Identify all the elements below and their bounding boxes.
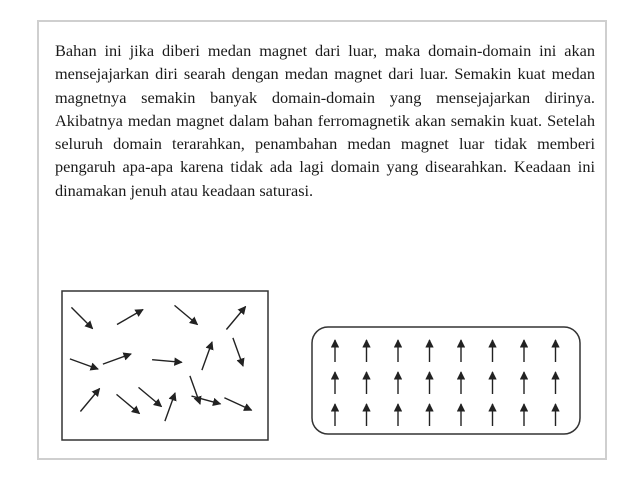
random-domain-arrow [139,387,162,406]
unmagnetized-box [62,291,268,440]
random-domain-arrow [224,398,251,411]
random-domain-arrow [152,360,182,363]
random-domain-arrow [202,342,212,370]
random-domain-arrow [70,359,98,369]
random-domain-arrow [175,305,198,324]
aligned-arrows-group [335,340,556,426]
random-domain-arrow [165,393,175,421]
body-paragraph: Bahan ini jika diberi medan magnet dari luar, maka domain-domain ini akan mensejajarkan diri searah dengan medan magnet dari luar. Semakin kuat medan magnetnya semakin banyak domain-domain yang mensejajarkan dirinya. Akibatnya medan magnet dalam bahan ferromagnetik akan semakin kuat. Setelah seluruh domain terarahkan, penambahan medan magnet luar tidak memberi pengaruh apa-apa karena tidak ada lagi domain yang disearahkan. Keadaan ini dinamakan jenuh atau keadaan saturasi. [55,41,595,200]
random-domain-arrow [190,376,200,404]
saturated-box [312,327,580,434]
random-arrows-group [70,305,252,421]
random-domain-arrow [233,338,243,366]
random-domain-arrow [117,394,140,413]
random-domain-arrow [192,396,221,404]
random-domain-arrow [117,310,143,325]
random-domain-arrow [226,307,245,330]
random-domain-arrow [103,354,131,364]
random-domain-arrow [71,307,92,328]
random-domain-arrow [80,389,99,412]
